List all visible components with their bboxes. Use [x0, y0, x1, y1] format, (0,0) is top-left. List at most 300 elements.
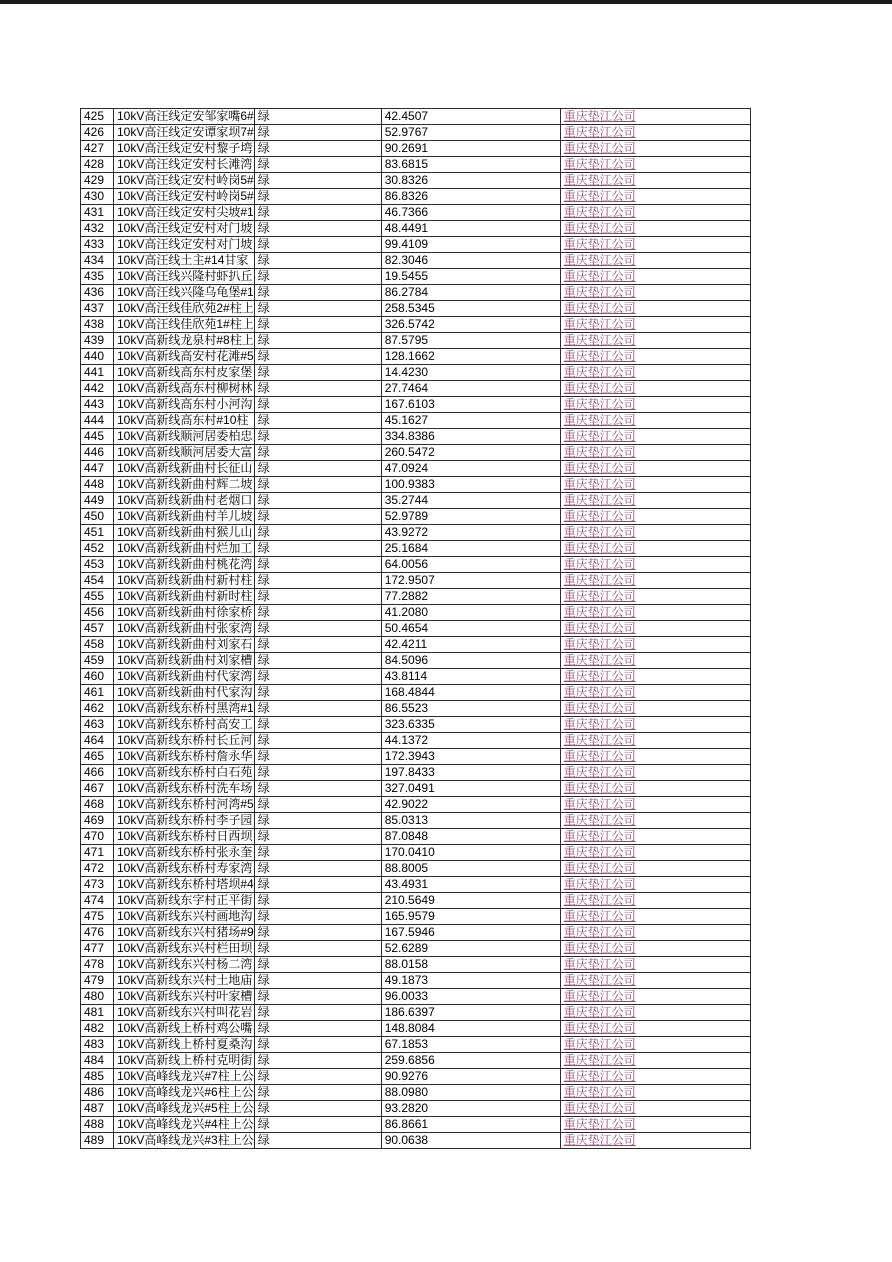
row-number-cell: 431 [81, 205, 114, 221]
value-cell: 45.1627 [381, 413, 560, 429]
line-name-cell: 10kV高新线高东村皮家堡 [114, 365, 255, 381]
company-cell [560, 589, 750, 605]
company-cell [560, 109, 750, 125]
value-cell: 44.1372 [381, 733, 560, 749]
company-link[interactable]: 重庆垫江公司 [563, 1053, 636, 1067]
status-cell: 绿 [254, 541, 381, 557]
status-cell: 绿 [254, 125, 381, 141]
table-row [81, 589, 751, 605]
value-cell: 64.0056 [381, 557, 560, 573]
company-link[interactable]: 重庆垫江公司 [563, 1101, 636, 1115]
table-body [81, 109, 751, 1149]
company-cell [560, 813, 750, 829]
table-row [81, 637, 751, 653]
company-link[interactable]: 重庆垫江公司 [563, 989, 636, 1003]
power-line-table [80, 108, 751, 1149]
line-name-cell: 10kV高新线东桥村高安工 [114, 717, 255, 733]
table-row [81, 925, 751, 941]
company-cell [560, 621, 750, 637]
company-link[interactable]: 重庆垫江公司 [563, 301, 636, 315]
value-cell: 258.5345 [381, 301, 560, 317]
table-row [81, 429, 751, 445]
row-number-cell: 470 [81, 829, 114, 845]
table-row [81, 445, 751, 461]
company-link[interactable]: 重庆垫江公司 [563, 429, 636, 443]
line-name-cell: 10kV高新线新曲村桃花湾 [114, 557, 255, 573]
company-link[interactable]: 重庆垫江公司 [563, 477, 636, 491]
row-number-cell: 457 [81, 621, 114, 637]
row-number-cell: 465 [81, 749, 114, 765]
row-number-cell: 468 [81, 797, 114, 813]
company-link[interactable]: 重庆垫江公司 [563, 605, 636, 619]
table-row [81, 845, 751, 861]
company-link[interactable]: 重庆垫江公司 [563, 509, 636, 523]
line-name-cell: 10kV高峰线龙兴#5柱上公 [114, 1101, 255, 1117]
row-number-cell: 487 [81, 1101, 114, 1117]
company-link[interactable]: 重庆垫江公司 [563, 349, 636, 363]
status-cell: 绿 [254, 957, 381, 973]
company-cell [560, 669, 750, 685]
table-row [81, 1133, 751, 1149]
row-number-cell: 446 [81, 445, 114, 461]
company-cell [560, 493, 750, 509]
row-number-cell: 454 [81, 573, 114, 589]
company-link[interactable]: 重庆垫江公司 [563, 861, 636, 875]
line-name-cell: 10kV高汪线定安村尖坡#1 [114, 205, 255, 221]
company-link[interactable]: 重庆垫江公司 [563, 1005, 636, 1019]
status-cell: 绿 [254, 381, 381, 397]
company-link[interactable]: 重庆垫江公司 [563, 365, 636, 379]
table-row [81, 397, 751, 413]
row-number-cell: 489 [81, 1133, 114, 1149]
row-number-cell: 429 [81, 173, 114, 189]
company-cell [560, 525, 750, 541]
company-cell [560, 1005, 750, 1021]
table-row [81, 893, 751, 909]
line-name-cell: 10kV高新线新曲村烂加工 [114, 541, 255, 557]
company-cell [560, 941, 750, 957]
value-cell: 186.6397 [381, 1005, 560, 1021]
company-link[interactable]: 重庆垫江公司 [563, 493, 636, 507]
row-number-cell: 456 [81, 605, 114, 621]
value-cell: 210.5649 [381, 893, 560, 909]
company-cell [560, 861, 750, 877]
table-row [81, 157, 751, 173]
line-name-cell: 10kV高峰线龙兴#6柱上公 [114, 1085, 255, 1101]
company-link[interactable]: 重庆垫江公司 [563, 333, 636, 347]
value-cell: 30.8326 [381, 173, 560, 189]
row-number-cell: 453 [81, 557, 114, 573]
company-cell [560, 957, 750, 973]
company-cell [560, 333, 750, 349]
company-link[interactable]: 重庆垫江公司 [563, 653, 636, 667]
line-name-cell: 10kV高新线东桥村李子园 [114, 813, 255, 829]
company-link[interactable]: 重庆垫江公司 [563, 621, 636, 635]
line-name-cell: 10kV高新线新曲村徐家桥 [114, 605, 255, 621]
line-name-cell: 10kV高新线东桥村河湾#5 [114, 797, 255, 813]
line-name-cell: 10kV高汪线定安谭家坝7# [114, 125, 255, 141]
company-link[interactable]: 重庆垫江公司 [563, 525, 636, 539]
company-cell [560, 653, 750, 669]
company-cell [560, 509, 750, 525]
table-row [81, 317, 751, 333]
row-number-cell: 458 [81, 637, 114, 653]
row-number-cell: 435 [81, 269, 114, 285]
line-name-cell: 10kV高新线新曲村羊儿坡 [114, 509, 255, 525]
value-cell: 88.8005 [381, 861, 560, 877]
line-name-cell: 10kV高新线高东村#10柱 [114, 413, 255, 429]
company-cell [560, 829, 750, 845]
status-cell: 绿 [254, 893, 381, 909]
status-cell: 绿 [254, 605, 381, 621]
company-link[interactable]: 重庆垫江公司 [563, 845, 636, 859]
row-number-cell: 472 [81, 861, 114, 877]
table-row [81, 285, 751, 301]
company-cell [560, 285, 750, 301]
value-cell: 327.0491 [381, 781, 560, 797]
value-cell: 86.8661 [381, 1117, 560, 1133]
company-link[interactable]: 重庆垫江公司 [563, 925, 636, 939]
table-row [81, 573, 751, 589]
row-number-cell: 477 [81, 941, 114, 957]
line-name-cell: 10kV高汪线定安村对门坡 [114, 221, 255, 237]
line-name-cell: 10kV高新线东桥村白石苑 [114, 765, 255, 781]
company-link[interactable]: 重庆垫江公司 [563, 589, 636, 603]
row-number-cell: 452 [81, 541, 114, 557]
company-cell [560, 253, 750, 269]
status-cell: 绿 [254, 493, 381, 509]
status-cell: 绿 [254, 829, 381, 845]
company-link[interactable]: 重庆垫江公司 [563, 317, 636, 331]
table-row [81, 1069, 751, 1085]
company-link[interactable]: 重庆垫江公司 [563, 541, 636, 555]
value-cell: 323.6335 [381, 717, 560, 733]
company-link[interactable]: 重庆垫江公司 [563, 397, 636, 411]
status-cell: 绿 [254, 525, 381, 541]
value-cell: 148.8084 [381, 1021, 560, 1037]
company-cell [560, 781, 750, 797]
line-name-cell: 10kV高新线顺河居委大富 [114, 445, 255, 461]
company-cell [560, 1037, 750, 1053]
status-cell: 绿 [254, 765, 381, 781]
company-link[interactable]: 重庆垫江公司 [563, 1085, 636, 1099]
company-link[interactable]: 重庆垫江公司 [563, 717, 636, 731]
company-link[interactable]: 重庆垫江公司 [563, 173, 636, 187]
value-cell: 83.6815 [381, 157, 560, 173]
row-number-cell: 450 [81, 509, 114, 525]
value-cell: 99.4109 [381, 237, 560, 253]
table-row [81, 349, 751, 365]
line-name-cell: 10kV高新线东桥村张永奎 [114, 845, 255, 861]
company-link[interactable]: 重庆垫江公司 [563, 189, 636, 203]
table-row [81, 909, 751, 925]
row-number-cell: 455 [81, 589, 114, 605]
status-cell: 绿 [254, 333, 381, 349]
table-row [81, 685, 751, 701]
line-name-cell: 10kV高汪线兴隆乌龟堡#1 [114, 285, 255, 301]
table-row [81, 365, 751, 381]
status-cell: 绿 [254, 189, 381, 205]
value-cell: 52.6289 [381, 941, 560, 957]
table-row [81, 1037, 751, 1053]
value-cell: 46.7366 [381, 205, 560, 221]
company-link[interactable]: 重庆垫江公司 [563, 781, 636, 795]
company-link[interactable]: 重庆垫江公司 [563, 461, 636, 475]
status-cell: 绿 [254, 1069, 381, 1085]
status-cell: 绿 [254, 397, 381, 413]
status-cell: 绿 [254, 733, 381, 749]
table-row [81, 173, 751, 189]
row-number-cell: 471 [81, 845, 114, 861]
value-cell: 49.1873 [381, 973, 560, 989]
line-name-cell: 10kV高汪线定安村岭岗5# [114, 173, 255, 189]
company-cell [560, 445, 750, 461]
row-number-cell: 425 [81, 109, 114, 125]
line-name-cell: 10kV高新线东字村正平街 [114, 893, 255, 909]
status-cell: 绿 [254, 509, 381, 525]
status-cell: 绿 [254, 477, 381, 493]
status-cell: 绿 [254, 1053, 381, 1069]
status-cell: 绿 [254, 109, 381, 125]
company-link[interactable]: 重庆垫江公司 [563, 445, 636, 459]
value-cell: 197.8433 [381, 765, 560, 781]
company-link[interactable]: 重庆垫江公司 [563, 637, 636, 651]
line-name-cell: 10kV高新线高东村小河沟 [114, 397, 255, 413]
company-cell [560, 909, 750, 925]
value-cell: 47.0924 [381, 461, 560, 477]
row-number-cell: 483 [81, 1037, 114, 1053]
line-name-cell: 10kV高汪线定安村黎子塆 [114, 141, 255, 157]
row-number-cell: 434 [81, 253, 114, 269]
row-number-cell: 469 [81, 813, 114, 829]
status-cell: 绿 [254, 205, 381, 221]
company-link[interactable]: 重庆垫江公司 [563, 877, 636, 891]
status-cell: 绿 [254, 1133, 381, 1149]
status-cell: 绿 [254, 909, 381, 925]
company-cell [560, 429, 750, 445]
company-link[interactable]: 重庆垫江公司 [563, 125, 636, 139]
line-name-cell: 10kV高新线新曲村代家沟 [114, 685, 255, 701]
value-cell: 93.2820 [381, 1101, 560, 1117]
line-name-cell: 10kV高新线东兴村叶家槽 [114, 989, 255, 1005]
company-link[interactable]: 重庆垫江公司 [563, 893, 636, 907]
table-row [81, 1085, 751, 1101]
line-name-cell: 10kV高新线东兴村画地沟 [114, 909, 255, 925]
status-cell: 绿 [254, 157, 381, 173]
value-cell: 86.5523 [381, 701, 560, 717]
row-number-cell: 478 [81, 957, 114, 973]
line-name-cell: 10kV高汪线定安村对门坡 [114, 237, 255, 253]
row-number-cell: 448 [81, 477, 114, 493]
company-link[interactable]: 重庆垫江公司 [563, 413, 636, 427]
company-cell [560, 845, 750, 861]
status-cell: 绿 [254, 141, 381, 157]
company-link[interactable]: 重庆垫江公司 [563, 253, 636, 267]
row-number-cell: 436 [81, 285, 114, 301]
page-top-border [0, 0, 892, 4]
value-cell: 14.4230 [381, 365, 560, 381]
line-name-cell: 10kV高新线东桥村洗车场 [114, 781, 255, 797]
company-cell [560, 637, 750, 653]
table-row [81, 877, 751, 893]
row-number-cell: 462 [81, 701, 114, 717]
status-cell: 绿 [254, 877, 381, 893]
line-name-cell: 10kV高汪线定安邹家嘴6# [114, 109, 255, 125]
table-row [81, 493, 751, 509]
company-link[interactable]: 重庆垫江公司 [563, 221, 636, 235]
company-link[interactable]: 重庆垫江公司 [563, 1021, 636, 1035]
line-name-cell: 10kV高峰线龙兴#4柱上公 [114, 1117, 255, 1133]
row-number-cell: 440 [81, 349, 114, 365]
company-link[interactable]: 重庆垫江公司 [563, 109, 636, 123]
company-link[interactable]: 重庆垫江公司 [563, 957, 636, 971]
table-row [81, 125, 751, 141]
value-cell: 90.9276 [381, 1069, 560, 1085]
table-row [81, 941, 751, 957]
company-link[interactable]: 重庆垫江公司 [563, 733, 636, 747]
table-row [81, 829, 751, 845]
row-number-cell: 433 [81, 237, 114, 253]
row-number-cell: 473 [81, 877, 114, 893]
table-row [81, 461, 751, 477]
company-cell [560, 605, 750, 621]
company-link[interactable]: 重庆垫江公司 [563, 829, 636, 843]
value-cell: 128.1662 [381, 349, 560, 365]
status-cell: 绿 [254, 685, 381, 701]
value-cell: 25.1684 [381, 541, 560, 557]
value-cell: 42.4507 [381, 109, 560, 125]
status-cell: 绿 [254, 941, 381, 957]
table-row [81, 253, 751, 269]
line-name-cell: 10kV高新线高东村柳树林 [114, 381, 255, 397]
company-link[interactable]: 重庆垫江公司 [563, 557, 636, 571]
company-link[interactable]: 重庆垫江公司 [563, 749, 636, 763]
company-link[interactable]: 重庆垫江公司 [563, 909, 636, 923]
company-link[interactable]: 重庆垫江公司 [563, 701, 636, 715]
company-link[interactable]: 重庆垫江公司 [563, 573, 636, 587]
company-cell [560, 733, 750, 749]
table-row [81, 605, 751, 621]
company-link[interactable]: 重庆垫江公司 [563, 237, 636, 251]
company-link[interactable]: 重庆垫江公司 [563, 813, 636, 827]
value-cell: 48.4491 [381, 221, 560, 237]
table-row [81, 557, 751, 573]
table-row [81, 765, 751, 781]
line-name-cell: 10kV高新线东桥村寿家湾 [114, 861, 255, 877]
row-number-cell: 464 [81, 733, 114, 749]
table-row [81, 989, 751, 1005]
line-name-cell: 10kV高新线新曲村张家湾 [114, 621, 255, 637]
company-link[interactable]: 重庆垫江公司 [563, 797, 636, 811]
row-number-cell: 447 [81, 461, 114, 477]
table-row [81, 333, 751, 349]
table-row [81, 1021, 751, 1037]
value-cell: 88.0158 [381, 957, 560, 973]
company-link[interactable]: 重庆垫江公司 [563, 973, 636, 987]
value-cell: 42.4211 [381, 637, 560, 653]
company-link[interactable]: 重庆垫江公司 [563, 1069, 636, 1083]
table-row [81, 973, 751, 989]
company-cell [560, 1117, 750, 1133]
company-link[interactable]: 重庆垫江公司 [563, 141, 636, 155]
value-cell: 67.1853 [381, 1037, 560, 1053]
company-link[interactable]: 重庆垫江公司 [563, 157, 636, 171]
value-cell: 88.0980 [381, 1085, 560, 1101]
company-cell [560, 173, 750, 189]
table-row [81, 413, 751, 429]
company-link[interactable]: 重庆垫江公司 [563, 381, 636, 395]
status-cell: 绿 [254, 461, 381, 477]
value-cell: 27.7464 [381, 381, 560, 397]
row-number-cell: 443 [81, 397, 114, 413]
company-link[interactable]: 重庆垫江公司 [563, 941, 636, 955]
company-link[interactable]: 重庆垫江公司 [563, 285, 636, 299]
value-cell: 167.6103 [381, 397, 560, 413]
company-cell [560, 765, 750, 781]
company-cell [560, 685, 750, 701]
company-link[interactable]: 重庆垫江公司 [563, 269, 636, 283]
row-number-cell: 430 [81, 189, 114, 205]
value-cell: 43.4931 [381, 877, 560, 893]
status-cell: 绿 [254, 925, 381, 941]
value-cell: 334.8386 [381, 429, 560, 445]
line-name-cell: 10kV高新线新曲村辉二坡 [114, 477, 255, 493]
value-cell: 165.9579 [381, 909, 560, 925]
value-cell: 100.9383 [381, 477, 560, 493]
table-row [81, 781, 751, 797]
company-link[interactable]: 重庆垫江公司 [563, 765, 636, 779]
status-cell: 绿 [254, 653, 381, 669]
value-cell: 260.5472 [381, 445, 560, 461]
row-number-cell: 460 [81, 669, 114, 685]
row-number-cell: 467 [81, 781, 114, 797]
table-row [81, 541, 751, 557]
status-cell: 绿 [254, 253, 381, 269]
company-link[interactable]: 重庆垫江公司 [563, 669, 636, 683]
table-row [81, 1053, 751, 1069]
company-cell [560, 157, 750, 173]
company-link[interactable]: 重庆垫江公司 [563, 205, 636, 219]
table-row [81, 621, 751, 637]
table-row [81, 797, 751, 813]
status-cell: 绿 [254, 749, 381, 765]
table-row [81, 1005, 751, 1021]
company-cell [560, 349, 750, 365]
company-link[interactable]: 重庆垫江公司 [563, 685, 636, 699]
company-cell [560, 925, 750, 941]
table-row [81, 701, 751, 717]
status-cell: 绿 [254, 173, 381, 189]
status-cell: 绿 [254, 1021, 381, 1037]
line-name-cell: 10kV高新线新曲村新时柱 [114, 589, 255, 605]
row-number-cell: 482 [81, 1021, 114, 1037]
company-link[interactable]: 重庆垫江公司 [563, 1133, 636, 1147]
company-link[interactable]: 重庆垫江公司 [563, 1037, 636, 1051]
line-name-cell: 10kV高汪线定安村岭岗5# [114, 189, 255, 205]
value-cell: 50.4654 [381, 621, 560, 637]
line-name-cell: 10kV高汪线佳欣苑2#柱上 [114, 301, 255, 317]
line-name-cell: 10kV高新线新曲村刘家石 [114, 637, 255, 653]
value-cell: 168.4844 [381, 685, 560, 701]
table-row [81, 109, 751, 125]
table-row [81, 749, 751, 765]
status-cell: 绿 [254, 365, 381, 381]
company-cell [560, 1069, 750, 1085]
value-cell: 90.0638 [381, 1133, 560, 1149]
company-cell [560, 477, 750, 493]
company-link[interactable]: 重庆垫江公司 [563, 1117, 636, 1131]
row-number-cell: 475 [81, 909, 114, 925]
